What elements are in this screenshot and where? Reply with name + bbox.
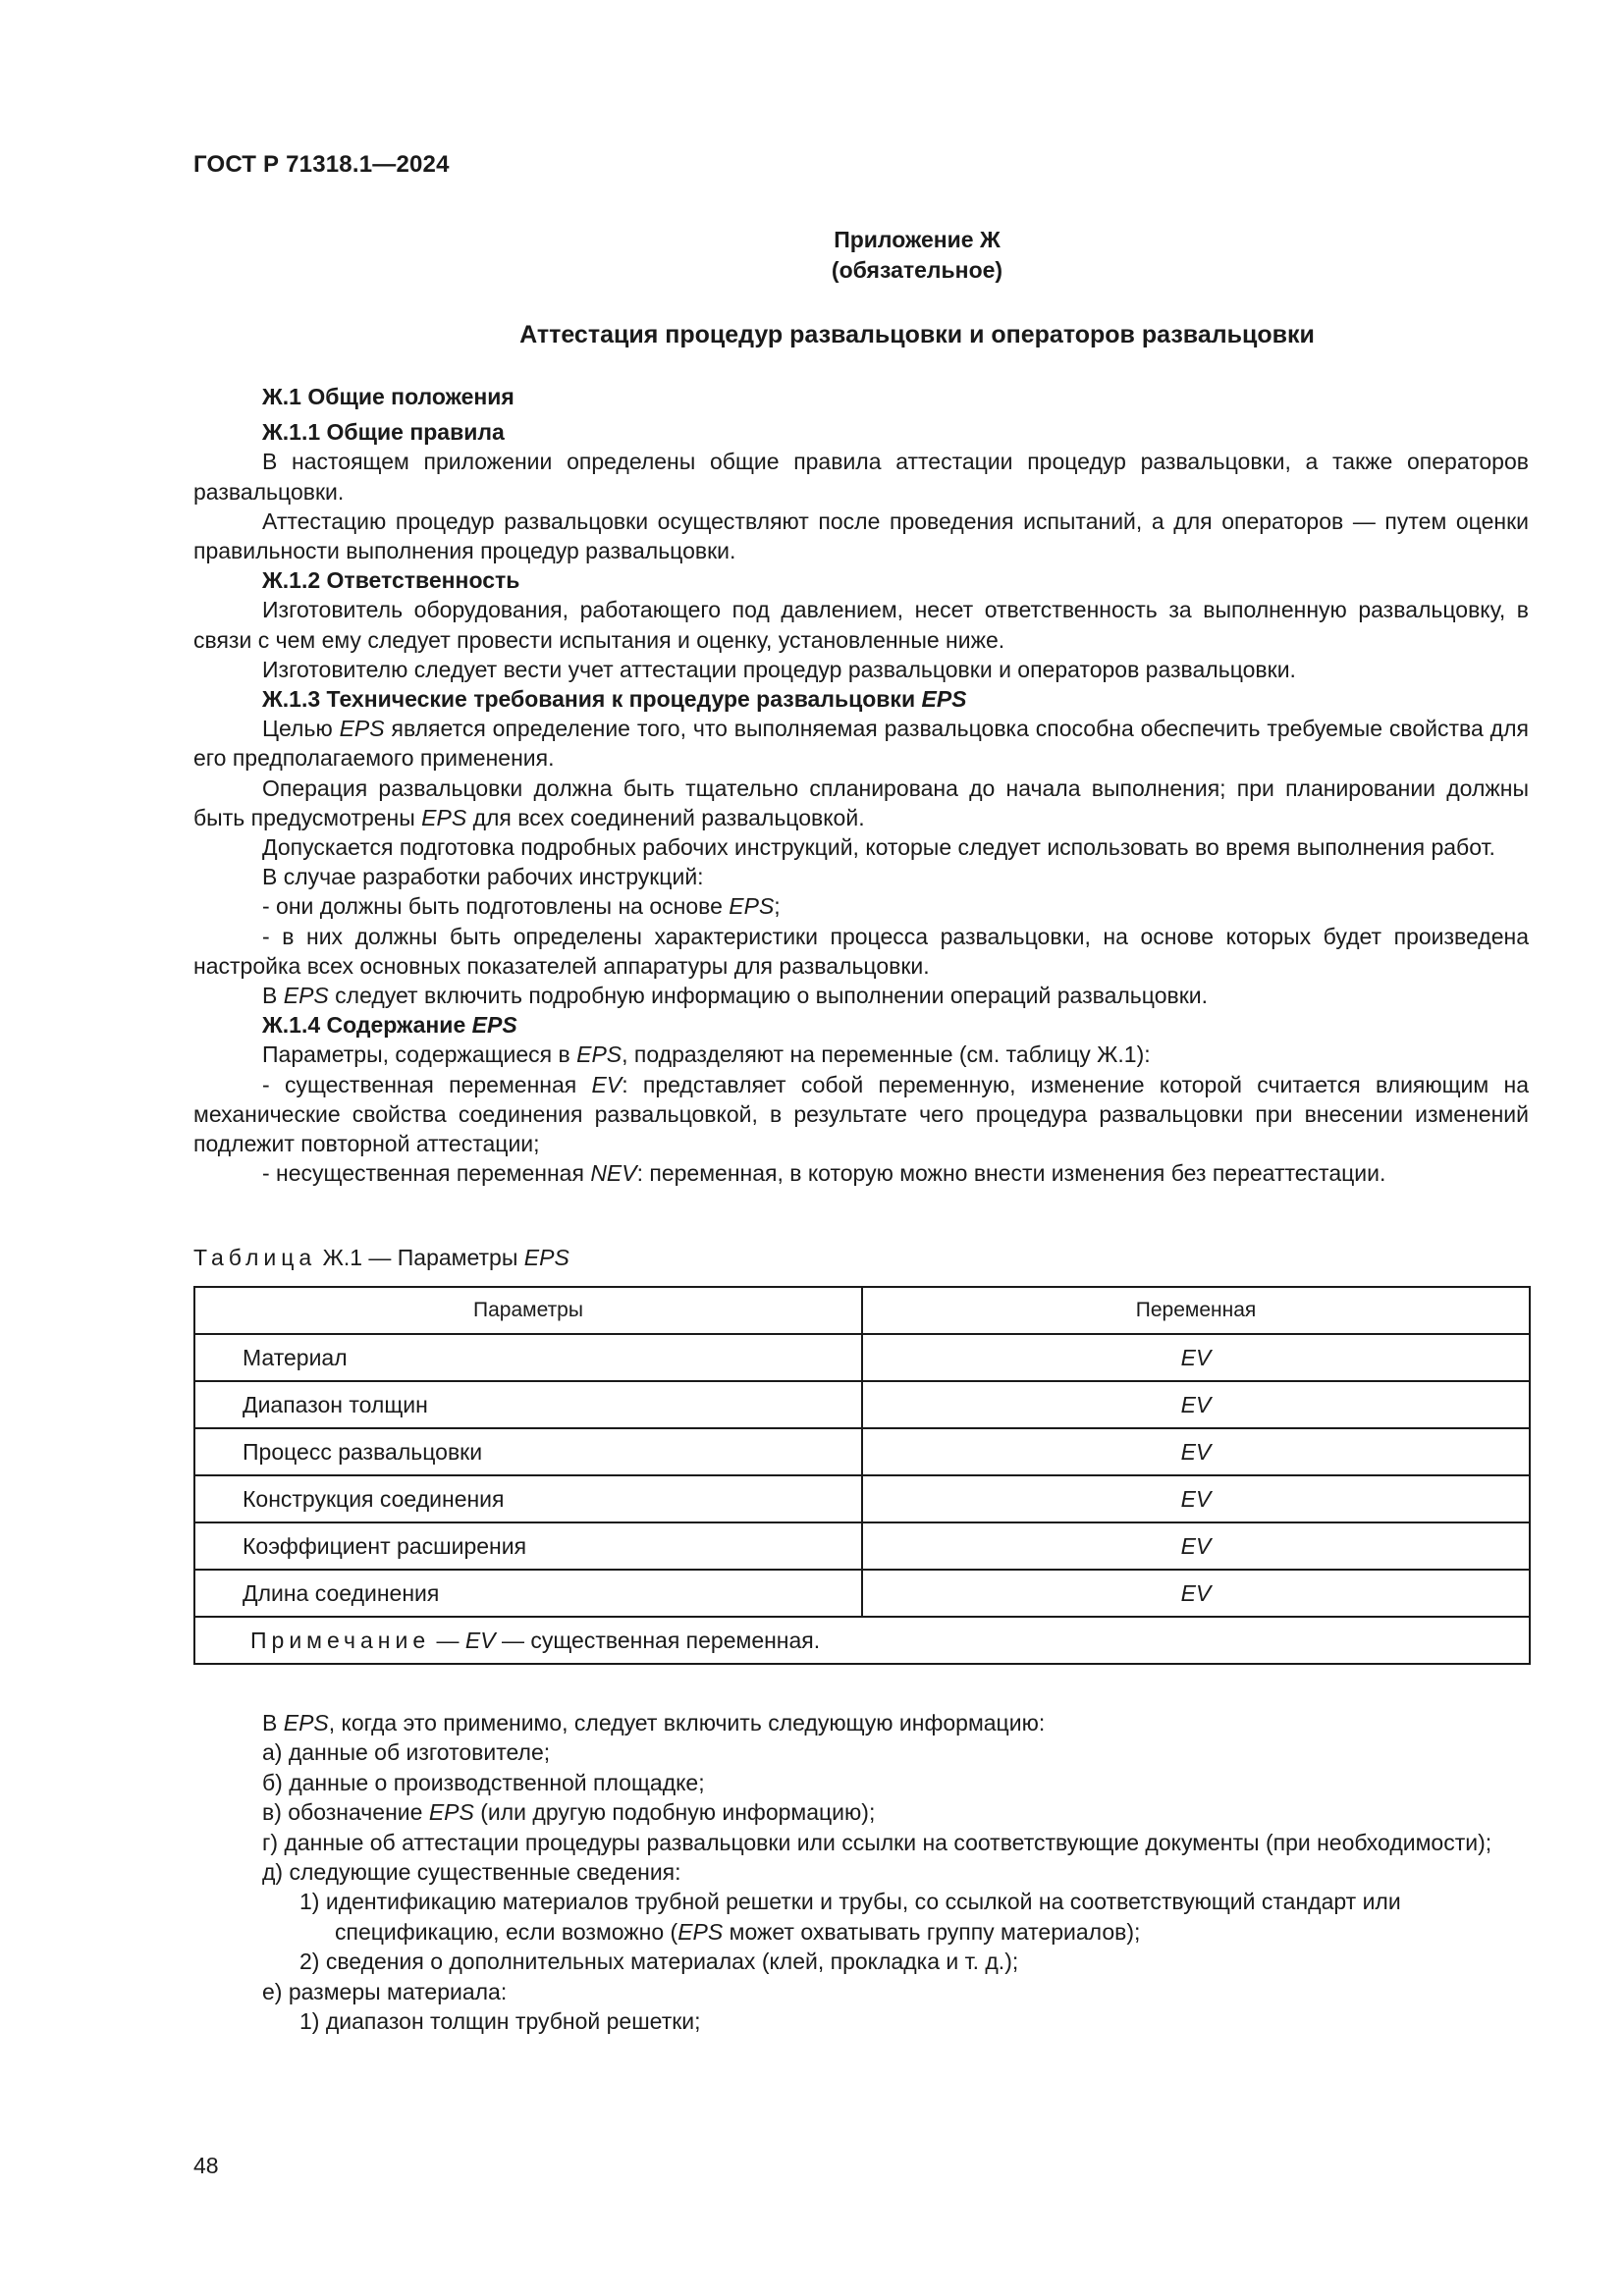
list-item: - несущественная переменная NEV: переменная, в которую можно внести изменения без переаттестации. bbox=[262, 1160, 1386, 1187]
section-heading: Ж.1 Общие положения bbox=[262, 384, 514, 409]
paragraph: Изготовителю следует вести учет аттестации процедур развальцовки и операторов развальцовки. bbox=[262, 656, 1296, 682]
list-item: - они должны быть подготовлены на основе EPS; bbox=[262, 893, 781, 920]
sub-list-item: 1) идентификацию материалов трубной решетки и трубы, со ссылкой на соответствующий стандарт или спецификацию, если возможно (EPS может охватывать группу материалов); bbox=[299, 1889, 1401, 1945]
table-cell: EV bbox=[862, 1334, 1530, 1381]
sub-list-item: 2) сведения о дополнительных материалах (клей, прокладка и т. д.); bbox=[299, 1949, 1019, 1975]
paragraph: Параметры, содержащиеся в EPS, подразделяют на переменные (см. таблицу Ж.1): bbox=[262, 1041, 1151, 1068]
annex-title-text: Аттестация процедур развальцовки и операторов развальцовки bbox=[519, 321, 1315, 348]
column-header: Параметры bbox=[194, 1287, 862, 1334]
subsection-heading: Ж.1.2 Ответственность bbox=[262, 567, 520, 594]
list-item: в) обозначение EPS (или другую подобную информацию); bbox=[262, 1799, 876, 1826]
sub-list-item: 1) диапазон толщин трубной решетки; bbox=[299, 2008, 701, 2035]
paragraph: Изготовитель оборудования, работающего под давлением, несет ответственность за выполненную развальцовку, в связи с чем ему следует провести испытания и оценку, установленные ниже. bbox=[193, 597, 1529, 653]
column-header: Переменная bbox=[862, 1287, 1530, 1334]
table-row bbox=[194, 1570, 1530, 1617]
table-row bbox=[194, 1381, 1530, 1428]
table-row bbox=[194, 1334, 1530, 1381]
list-item: е) размеры материала: bbox=[262, 1978, 508, 2004]
paragraph: В EPS следует включить подробную информацию о выполнении операций развальцовки. bbox=[262, 983, 1209, 1009]
table-cell: Длина соединения bbox=[194, 1570, 862, 1617]
paragraph: Допускается подготовка подробных рабочих инструкций, которые следует использовать во время выполнения работ. bbox=[262, 834, 1495, 861]
list-item: г) данные об аттестации процедуры развальцовки или ссылки на соответствующие документы (при необходимости); bbox=[262, 1829, 1492, 1855]
table-note-row bbox=[194, 1617, 1530, 1664]
table-cell: Коэффициент расширения bbox=[194, 1522, 862, 1570]
paragraph: В настоящем приложении определены общие правила аттестации процедур развальцовки, а также операторов развальцовки. bbox=[193, 449, 1529, 505]
table-cell: Диапазон толщин bbox=[194, 1381, 862, 1428]
annex-status: (обязательное) bbox=[831, 257, 1003, 283]
document-code: ГОСТ Р 71318.1—2024 bbox=[193, 151, 450, 178]
annex-title bbox=[0, 321, 1624, 349]
paragraph: Аттестацию процедур развальцовки осуществляют после проведения испытаний, а для операторов — путем оценки правильности выполнения процедур развальцовки. bbox=[193, 507, 1529, 564]
annex-label: Приложение Ж bbox=[834, 227, 1001, 252]
table-header-row bbox=[194, 1287, 1530, 1334]
table-note: Примечание — EV — существенная переменная. bbox=[194, 1617, 1530, 1664]
subsection-heading: Ж.1.3 Технические требования к процедуре развальцовки EPS bbox=[262, 686, 967, 713]
paragraph: В EPS, когда это применимо, следует включить следующую информацию: bbox=[262, 1710, 1046, 1735]
list-item: а) данные об изготовителе; bbox=[262, 1739, 551, 1766]
table-cell: EV bbox=[862, 1522, 1530, 1570]
paragraph: Целью EPS является определение того, что выполняемая развальцовка способна обеспечить требуемые свойства для его предполагаемого применения. bbox=[193, 716, 1529, 772]
table-cell: EV bbox=[862, 1428, 1530, 1475]
table-row bbox=[194, 1428, 1530, 1475]
table-cell: EV bbox=[862, 1475, 1530, 1522]
parameters-table bbox=[193, 1286, 1531, 1665]
page-number: 48 bbox=[193, 2153, 219, 2178]
list-item: д) следующие существенные сведения: bbox=[262, 1859, 681, 1886]
subsection-heading: Ж.1.4 Содержание EPS bbox=[262, 1012, 517, 1039]
table-cell: EV bbox=[862, 1381, 1530, 1428]
annex-heading bbox=[0, 225, 1624, 286]
table-cell: Конструкция соединения bbox=[194, 1475, 862, 1522]
table-row bbox=[194, 1522, 1530, 1570]
list-item: б) данные о производственной площадке; bbox=[262, 1769, 705, 1795]
eps-content-list bbox=[193, 1708, 1529, 2036]
table-cell: Процесс развальцовки bbox=[194, 1428, 862, 1475]
subsection-heading: Ж.1.1 Общие правила bbox=[262, 419, 505, 446]
table-row bbox=[194, 1475, 1530, 1522]
table-cell: EV bbox=[862, 1570, 1530, 1617]
list-item: - существенная переменная EV: представляет собой переменную, изменение которой считается влияющим на механические свойства соединения развальцовкой, в результате чего процедура развальцовки при внесении изменений подлежит повторной аттестации; bbox=[193, 1071, 1529, 1157]
list-item: - в них должны быть определены характеристики процесса развальцовки, на основе которых будет произведена настройка всех основных показателей аппаратуры для развальцовки. bbox=[193, 923, 1529, 979]
paragraph: Операция развальцовки должна быть тщательно спланирована до начала выполнения; при планировании должны быть предусмотрены EPS для всех соединений развальцовкой. bbox=[193, 774, 1529, 830]
table-caption: Таблица Ж.1 — Параметры EPS bbox=[193, 1245, 569, 1270]
paragraph: В случае разработки рабочих инструкций: bbox=[262, 864, 704, 890]
main-text bbox=[193, 382, 1529, 1188]
table-cell: Материал bbox=[194, 1334, 862, 1381]
